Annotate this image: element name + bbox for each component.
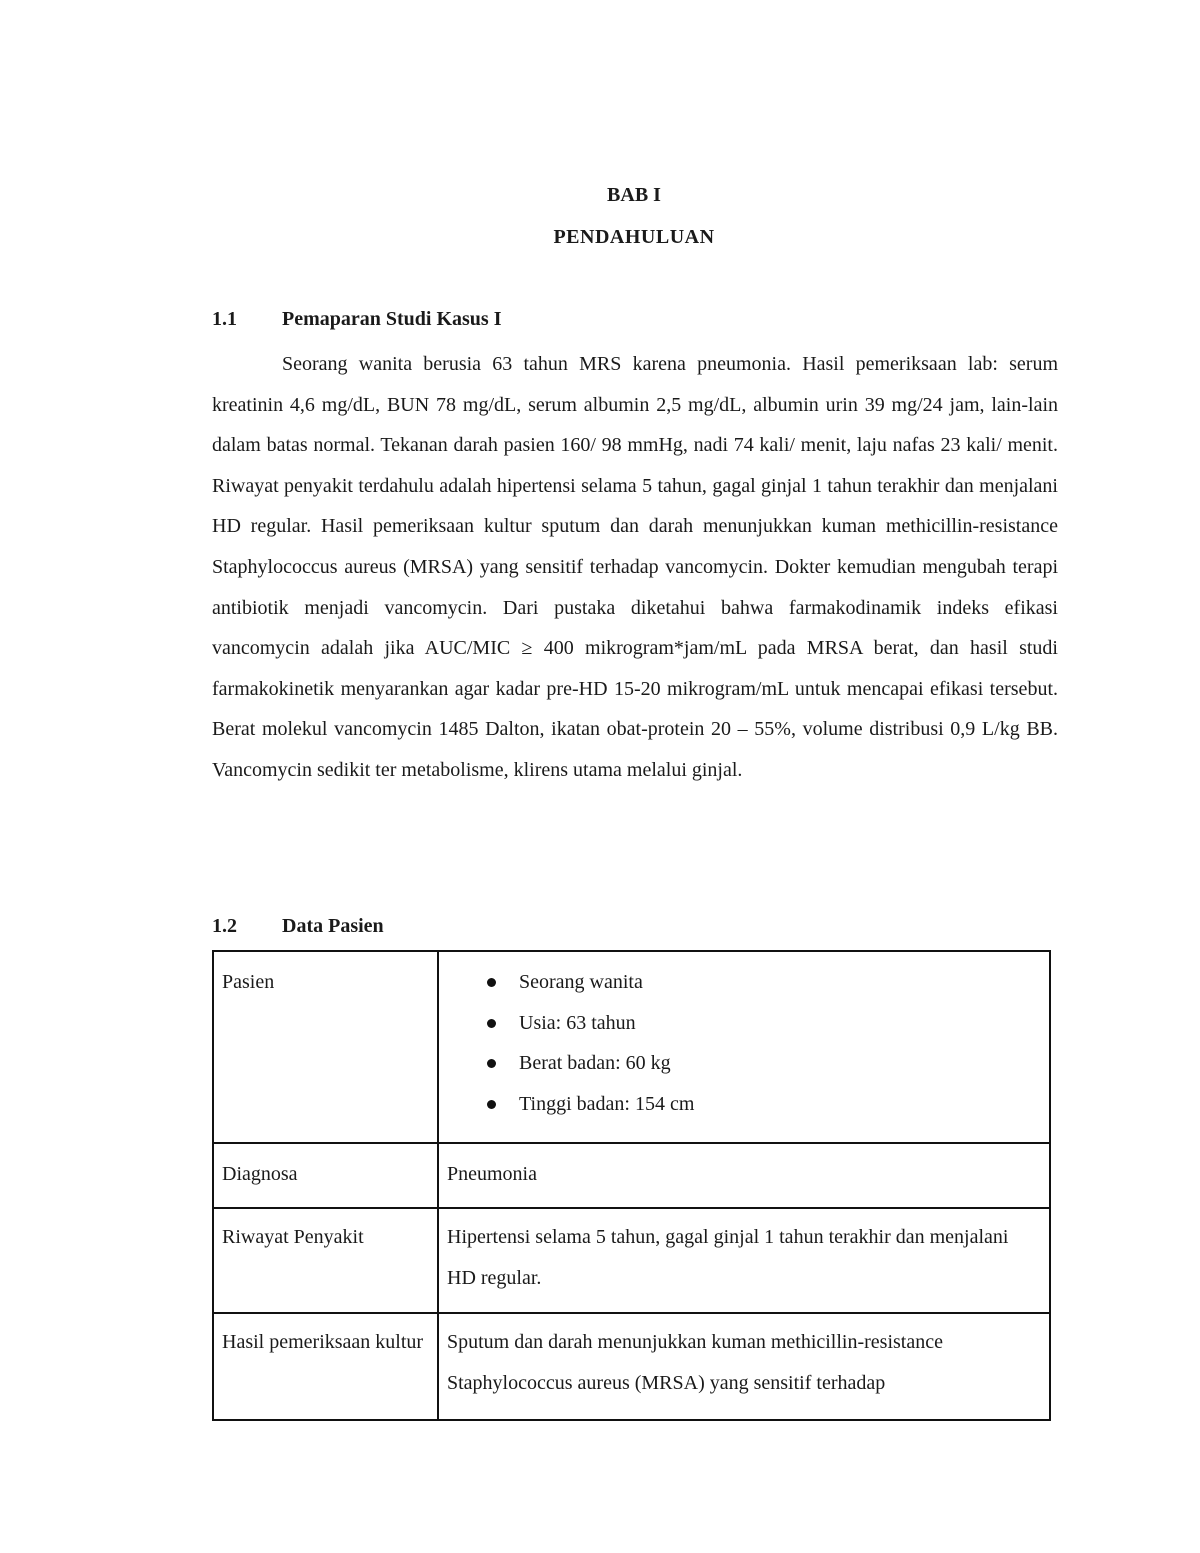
cell-value: Pneumonia <box>438 1143 1050 1208</box>
cell-value: Sputum dan darah menunjukkan kuman methicillin-resistance Staphylococcus aureus (MRSA) yang sensitif terhadap <box>438 1313 1050 1420</box>
section-number: 1.2 <box>212 915 237 937</box>
section-heading-1-2 <box>212 915 384 938</box>
list-item: Tinggi badan: 154 cm <box>487 1084 1041 1125</box>
section-number: 1.1 <box>212 308 237 330</box>
list-item: Berat badan: 60 kg <box>487 1043 1041 1084</box>
list-item: Seorang wanita <box>487 962 1041 1003</box>
cell-label: Riwayat Penyakit <box>213 1208 438 1313</box>
section-title: Pemaparan Studi Kasus I <box>282 308 502 330</box>
cell-label: Pasien <box>213 951 438 1143</box>
cell-value <box>438 951 1050 1143</box>
patient-bullet-list <box>447 962 1041 1124</box>
table-row-pasien <box>213 951 1050 1143</box>
section-title: Data Pasien <box>282 915 384 937</box>
case-study-paragraph: Seorang wanita berusia 63 tahun MRS karena pneumonia. Hasil pemeriksaan lab: serum kreatinin 4,6 mg/dL, BUN 78 mg/dL, serum albumin 2,5 mg/dL, albumin urin 39 mg/24 jam, lain-lain dalam batas normal. Tekanan darah pasien 160/ 98 mmHg, nadi 74 kali/ menit, laju nafas 23 kali/ menit. Riwayat penyakit terdahulu adalah hipertensi selama 5 tahun, gagal ginjal 1 tahun terakhir dan menjalani HD regular. Hasil pemeriksaan kultur sputum dan darah menunjukkan kuman methicillin-resistance Staphylococcus aureus (MRSA) yang sensitif terhadap vancomycin. Dokter kemudian mengubah terapi antibiotik menjadi vancomycin. Dari pustaka diketahui bahwa farmakodinamik indeks efikasi vancomycin adalah jika AUC/MIC ≥ 400 mikrogram*jam/mL pada MRSA berat, dan hasil studi farmakokinetik menyarankan agar kadar pre-HD 15-20 mikrogram/mL untuk mencapai efikasi tersebut. Berat molekul vancomycin 1485 Dalton, ikatan obat-protein 20 – 55%, volume distribusi 0,9 L/kg BB. Vancomycin sedikit ter metabolisme, klirens utama melalui ginjal. <box>212 353 1058 781</box>
table-row-riwayat <box>213 1208 1050 1313</box>
cell-label: Diagnosa <box>213 1143 438 1208</box>
section-heading-1-1 <box>212 308 502 331</box>
cell-label: Hasil pemeriksaan kultur <box>213 1313 438 1420</box>
list-item: Usia: 63 tahun <box>487 1003 1041 1044</box>
chapter-title: PENDAHULUAN <box>553 226 715 248</box>
patient-data-table <box>212 950 1051 1421</box>
table-row-diagnosa <box>213 1143 1050 1208</box>
table-row-hasil-kultur <box>213 1313 1050 1420</box>
chapter-number: BAB I <box>607 184 661 206</box>
cell-value: Hipertensi selama 5 tahun, gagal ginjal 1 tahun terakhir dan menjalani HD regular. <box>438 1208 1050 1313</box>
